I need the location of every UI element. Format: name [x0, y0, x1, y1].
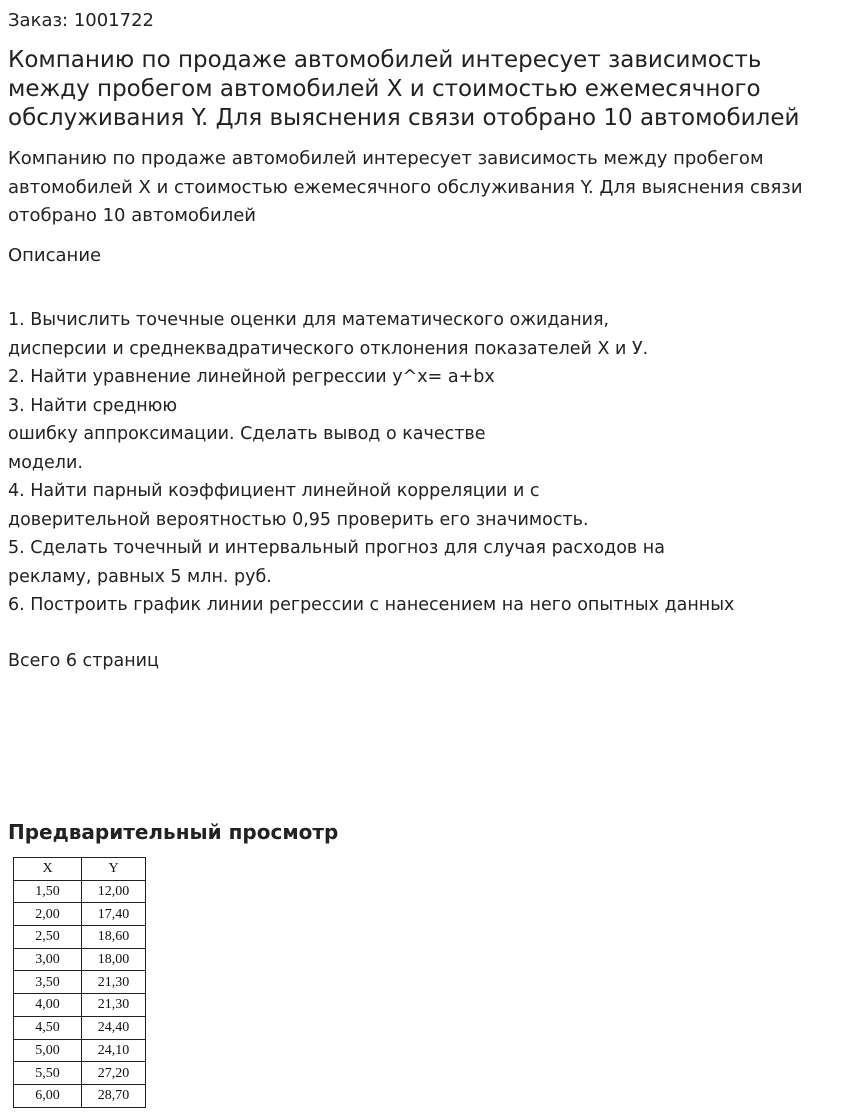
cell-x: 2,50	[14, 926, 82, 949]
table-row	[14, 903, 146, 926]
task-line: 6. Построить график линии регрессии с нанесением на него опытных данных	[8, 595, 735, 615]
cell-y: 18,60	[82, 926, 146, 949]
preview-heading: Предварительный просмотр	[8, 820, 339, 844]
cell-y: 28,70	[82, 1084, 146, 1107]
cell-x: 3,00	[14, 948, 82, 971]
page-title: Компанию по продаже автомобилей интересует зависимость между пробегом автомобилей X и стоимостью ежемесячного обслуживания Y. Для выяснения связи отобрано 10 автомобилей	[8, 47, 800, 131]
task-list	[8, 306, 840, 620]
table-row	[14, 880, 146, 903]
cell-y: 21,30	[82, 994, 146, 1017]
table-row	[14, 994, 146, 1017]
table-row	[14, 948, 146, 971]
description-label: Описание	[8, 245, 102, 266]
task-line: ошибку аппроксимации. Сделать вывод о качестве	[8, 424, 486, 444]
cell-x: 4,00	[14, 994, 82, 1017]
preview-image	[13, 857, 146, 1108]
cell-y: 24,40	[82, 1016, 146, 1039]
table-row	[14, 971, 146, 994]
task-line: 1. Вычислить точечные оценки для математического ожидания,	[8, 310, 610, 330]
task-line: 2. Найти уравнение линейной регрессии y^x= a+bx	[8, 367, 495, 387]
table-row	[14, 1062, 146, 1085]
cell-y: 21,30	[82, 971, 146, 994]
task-line: дисперсии и среднеквадратического отклонения показателей X и У.	[8, 338, 649, 359]
cell-x: 3,50	[14, 971, 82, 994]
cell-y: 27,20	[82, 1062, 146, 1085]
cell-x: 1,50	[14, 880, 82, 903]
data-table	[13, 857, 146, 1108]
task-line: модели.	[8, 452, 83, 473]
task-line: рекламу, равных 5 млн. руб.	[8, 566, 272, 587]
order-number: Заказ: 1001722	[8, 10, 154, 31]
column-header-x: X	[14, 858, 82, 881]
task-line: 4. Найти парный коэффициент линейной корреляции и с	[8, 481, 540, 501]
cell-x: 4,50	[14, 1016, 82, 1039]
task-line: 5. Сделать точечный и интервальный прогноз для случая расходов на	[8, 538, 665, 558]
cell-x: 5,50	[14, 1062, 82, 1085]
table-row	[14, 1016, 146, 1039]
lead-paragraph: Компанию по продаже автомобилей интересует зависимость между пробегом автомобилей X и стоимостью ежемесячного обслуживания Y. Для выяснения связи отобрано 10 автомобилей	[8, 148, 803, 226]
cell-x: 2,00	[14, 903, 82, 926]
table-row	[14, 926, 146, 949]
cell-x: 5,00	[14, 1039, 82, 1062]
table-row	[14, 1084, 146, 1107]
cell-y: 18,00	[82, 948, 146, 971]
cell-y: 17,40	[82, 903, 146, 926]
table-row	[14, 1039, 146, 1062]
cell-y: 24,10	[82, 1039, 146, 1062]
column-header-y: Y	[82, 858, 146, 881]
cell-y: 12,00	[82, 880, 146, 903]
pages-total: Всего 6 страниц	[8, 651, 159, 671]
task-line: 3. Найти среднюю	[8, 395, 178, 416]
table-header-row	[14, 858, 146, 881]
task-line: доверительной вероятностью 0,95 проверить его значимость.	[8, 509, 589, 530]
cell-x: 6,00	[14, 1084, 82, 1107]
